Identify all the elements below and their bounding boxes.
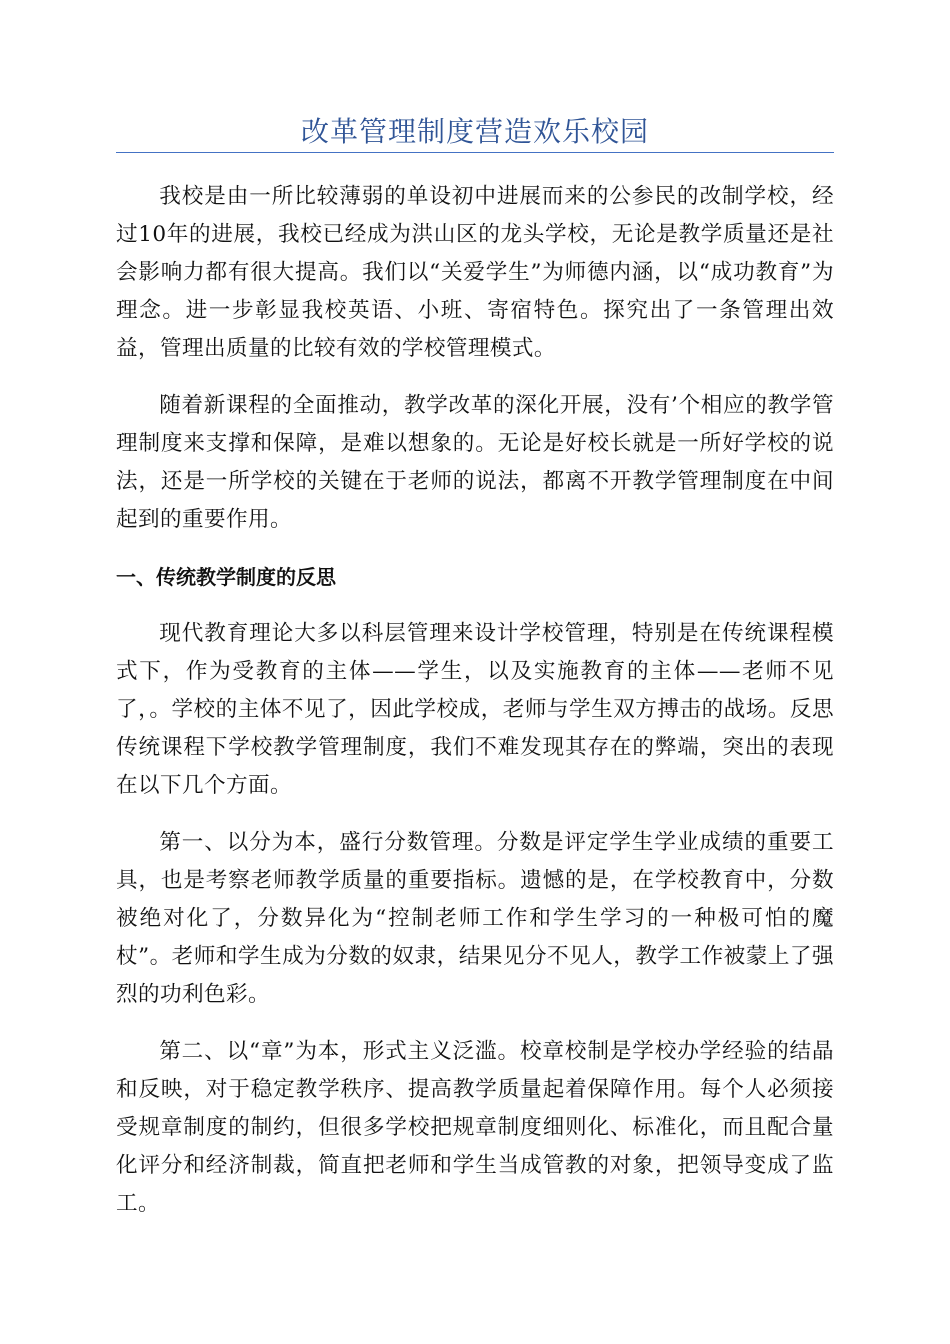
paragraph-point-one: 第一、以分为本，盛行分数管理。分数是评定学生学业成绩的重要工具，也是考察老师教学质量的重要指标。遗憾的是，在学校教育中，分数被绝对化了，分数异化为“控制老师工作和学生学习的一种极可怕的魔杖”。老师和学生成为分数的奴隶，结果见分不见人，教学工作被蒙上了强烈的功利色彩。 (116, 830, 834, 1007)
paragraph-point-two: 第二、以“章”为本，形式主义泛滥。校章校制是学校办学经验的结晶和反映，对于稳定教学秩序、提高教学质量起着保障作用。每个人必须接受规章制度的制约，但很多学校把规章制度细则化、标准化，而且配合量化评分和经济制裁，简直把老师和学生当成管教的对象，把领导变成了监工。 (116, 1039, 834, 1216)
paragraph-reflection: 现代教育理论大多以科层管理来设计学校管理，特别是在传统课程模式下，作为受教育的主体——学生，以及实施教育的主体——老师不见了，。学校的主体不见了，因此学校成，老师与学生双方搏击的战场。反思传统课程下学校教学管理制度，我们不难发现其存在的弊端，突出的表现在以下几个方面。 (116, 621, 834, 798)
title-block (116, 112, 834, 153)
paragraph-reform: 随着新课程的全面推动，教学改革的深化开展，没有’个相应的教学管理制度来支撑和保障，是难以想象的。无论是好校长就是一所好学校的说法，还是一所学校的关键在于老师的说法，都离不开教学管理制度在中间起到的重要作用。 (116, 393, 834, 532)
title-underline (116, 152, 834, 153)
section-heading: 一、传统教学制度的反思 (116, 565, 336, 589)
document-body (116, 178, 834, 1242)
page-title: 改革管理制度营造欢乐校园 (300, 115, 649, 148)
paragraph-intro: 我校是由一所比较薄弱的单设初中进展而来的公参民的改制学校，经过10年的进展，我校已经成为洪山区的龙头学校，无论是教学质量还是社会影响力都有很大提高。我们以“关爱学生”为师德内涵，以“成功教育”为理念。进一步彰显我校英语、小班、寄宿特色。探究出了一条管理出效益，管理出质量的比较有效的学校管理模式。 (116, 184, 834, 361)
